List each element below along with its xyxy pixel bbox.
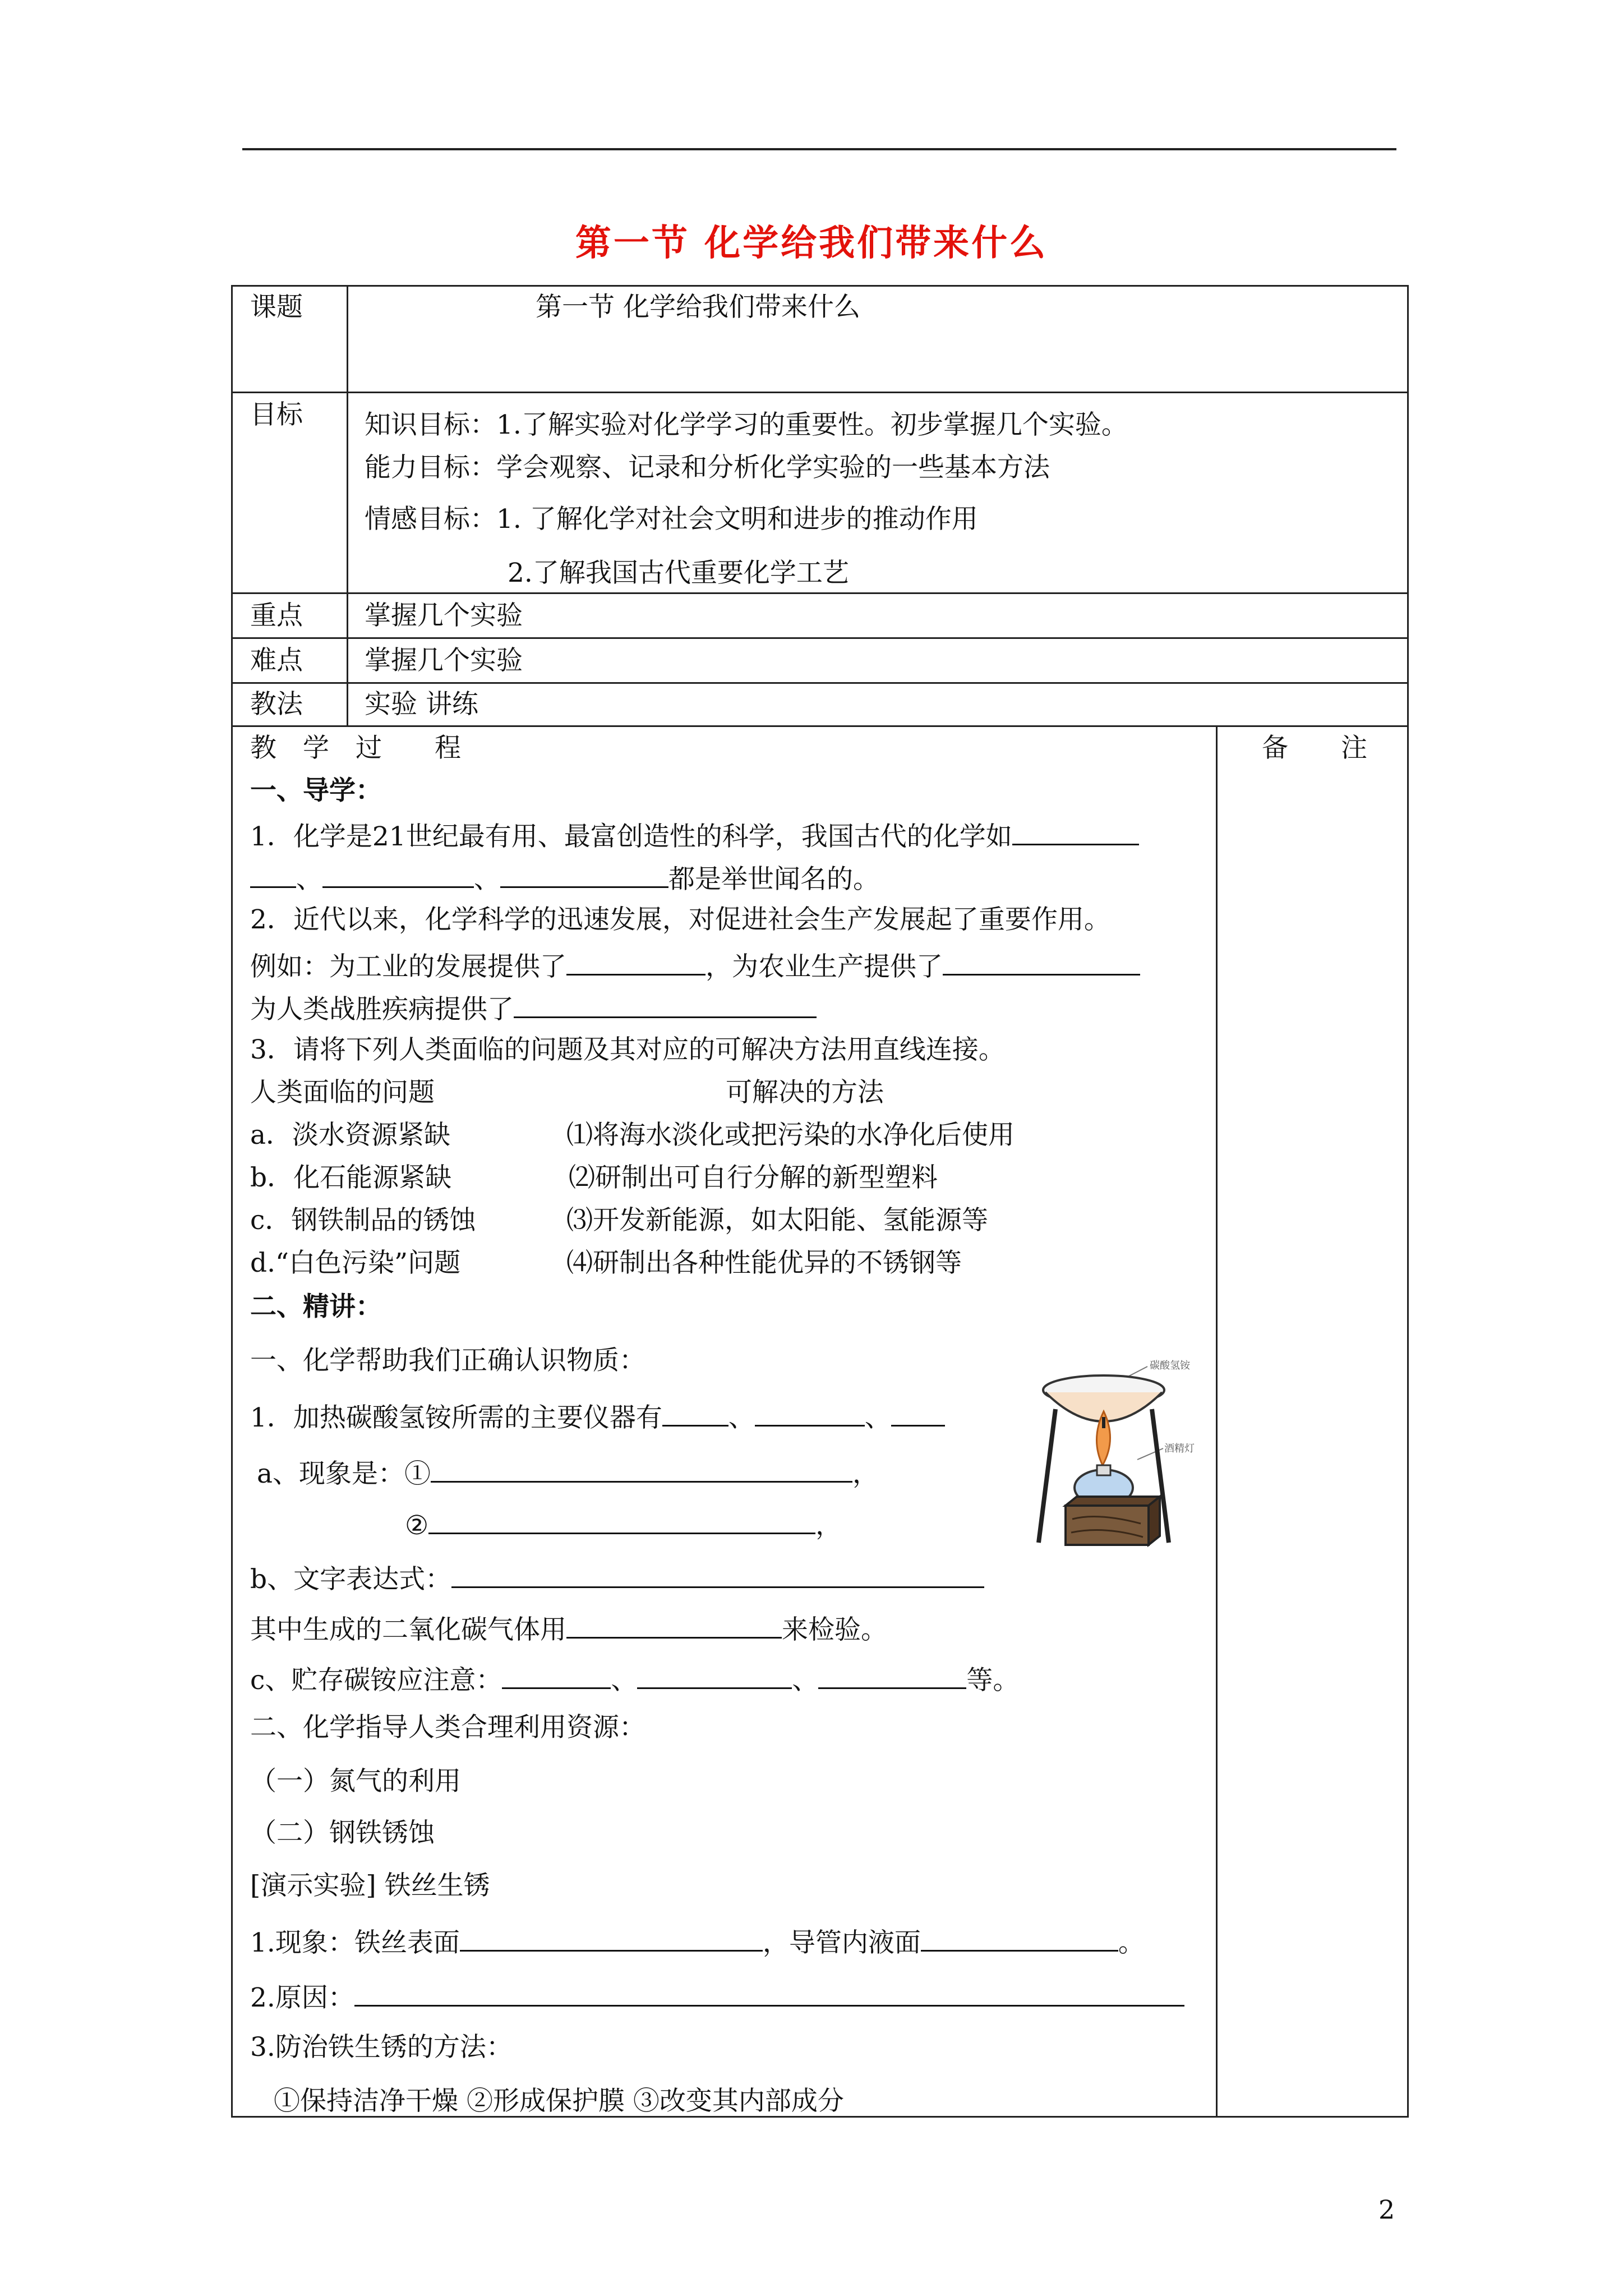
- phenomenon-marker: ②: [405, 1510, 429, 1541]
- row-line-2: [231, 592, 1409, 594]
- row-line-3: [231, 637, 1409, 639]
- answer-blank: [500, 861, 668, 888]
- question-2-line-1: 2．近代以来，化学科学的迅速发展，对促进社会生产发展起了重要作用。: [250, 904, 1110, 935]
- figure-label-top: 碳酸氢铵: [1150, 1360, 1190, 1372]
- separator-text: 、: [296, 864, 322, 895]
- focus-value: 掌握几个实验: [365, 600, 523, 631]
- answer-blank: [502, 1662, 611, 1689]
- rust-cause-line: [250, 1979, 1184, 2014]
- notes-header: 备 注: [1262, 733, 1367, 763]
- method-value: 实验 讲练: [365, 689, 478, 720]
- page-number: 2: [1378, 2194, 1395, 2225]
- topic-value: 第一节 化学给我们带来什么: [536, 292, 860, 323]
- co2-test-text-b: 来检验。: [782, 1614, 887, 1645]
- storage-line: [250, 1662, 1019, 1696]
- section-heading-lecture: 二、精讲：: [250, 1291, 382, 1322]
- rust-prevention-methods: ①保持洁净干燥 ②形成保护膜 ③改变其内部成分: [274, 2086, 844, 2116]
- problem-item: c．钢铁制品的锈蚀: [250, 1205, 476, 1236]
- answer-blank: [755, 1399, 865, 1427]
- answer-blank: [514, 991, 817, 1018]
- table-border-top: [231, 285, 1409, 287]
- question-2-line-3: [250, 991, 817, 1025]
- focus-label: 重点: [250, 600, 303, 631]
- rust-prevention-heading: 3.防治铁生锈的方法：: [250, 2032, 513, 2063]
- heating-apparatus-drawing: [1031, 1355, 1209, 1555]
- answer-blank: [354, 1979, 1184, 2007]
- question-3: 3．请将下列人类面临的问题及其对应的可解决方法用直线连接。: [250, 1034, 1005, 1065]
- answer-blank: [1012, 818, 1139, 845]
- separator-text: 、: [611, 1665, 638, 1696]
- lecture-topic-1: 一、化学帮助我们正确认识物质：: [250, 1345, 645, 1376]
- section-heading-guide: 一、导学：: [250, 775, 382, 806]
- solution-item: ⑵研制出可自行分解的新型塑料: [569, 1162, 938, 1193]
- row-line-4: [231, 682, 1409, 684]
- answer-blank: [921, 1924, 1118, 1952]
- rust-cause-text: 2.原因：: [250, 1982, 354, 2013]
- answer-blank: [460, 1924, 763, 1952]
- difficulty-value: 掌握几个实验: [365, 645, 523, 676]
- row-line-1: [231, 392, 1409, 393]
- co2-test-text-a: 其中生成的二氧化碳气体用: [250, 1614, 566, 1645]
- problem-item: d.“白色污染”问题: [250, 1248, 461, 1278]
- method-label: 教法: [250, 689, 303, 720]
- phenomenon-line-2: [405, 1507, 842, 1542]
- separator-text: 、: [728, 1402, 755, 1433]
- goals-label: 目标: [250, 399, 303, 430]
- question-2-text-b: ，为农业生产提供了: [706, 951, 943, 982]
- question-1-tail: 都是举世闻名的。: [668, 864, 879, 895]
- subtopic-nitrogen: （一）氮气的利用: [250, 1766, 461, 1797]
- answer-blank: [891, 1399, 945, 1427]
- question-1-line-2: [250, 861, 879, 895]
- row-line-5: [231, 725, 1409, 727]
- goal-knowledge: 知识目标：1.了解实验对化学学习的重要性。初步掌握几个实验。: [365, 409, 1128, 440]
- heating-apparatus-figure: [1031, 1355, 1209, 1555]
- storage-tail: 等。: [966, 1665, 1020, 1696]
- phenomenon-text: a、现象是：①: [257, 1458, 431, 1489]
- topic-label: 课题: [250, 292, 303, 323]
- co2-test-line: [250, 1611, 887, 1646]
- answer-blank: [428, 1507, 815, 1534]
- table-label-divider: [347, 285, 348, 725]
- match-column-left: 人类面临的问题: [250, 1077, 435, 1108]
- period-text: 。: [1118, 1927, 1145, 1958]
- answer-blank: [943, 948, 1140, 976]
- header-rule: [242, 148, 1396, 150]
- answer-blank: [566, 1611, 782, 1639]
- rust-phenomenon-line: [250, 1924, 1145, 1959]
- answer-blank: [637, 1662, 792, 1689]
- answer-blank: [451, 1561, 984, 1588]
- difficulty-label: 难点: [250, 645, 303, 676]
- storage-text: c、贮存碳铵应注意：: [250, 1665, 502, 1696]
- question-2-text-c: 为人类战胜疾病提供了: [250, 994, 514, 1025]
- question-2-text-a: 例如：为工业的发展提供了: [250, 951, 566, 982]
- page-title: 第一节 化学给我们带来什么: [575, 223, 1048, 264]
- answer-blank: [322, 861, 474, 888]
- table-notes-divider: [1216, 725, 1218, 2116]
- word-equation-text: b、文字表达式：: [250, 1564, 452, 1595]
- table-border-left: [231, 285, 233, 2118]
- comma-text: ，: [852, 1458, 879, 1489]
- apparatus-line: [250, 1399, 945, 1434]
- answer-blank: [818, 1662, 966, 1689]
- table-border-right: [1407, 285, 1409, 2118]
- comma-text: ，: [815, 1510, 842, 1541]
- process-header: 教 学 过 程: [250, 733, 461, 763]
- solution-item: ⑴将海水淡化或把污染的水净化后使用: [566, 1120, 1015, 1151]
- subtopic-corrosion: （二）钢铁锈蚀: [250, 1818, 435, 1848]
- problem-item: b．化石能源紧缺: [250, 1162, 452, 1193]
- separator-text: 、: [864, 1402, 891, 1433]
- question-2-line-2: [250, 948, 1140, 983]
- answer-blank: [250, 861, 296, 888]
- apparatus-text: 1．加热碳酸氢铵所需的主要仪器有: [250, 1402, 662, 1433]
- problem-item: a．淡水资源紧缺: [250, 1120, 451, 1151]
- separator-text: 、: [474, 864, 500, 895]
- figure-label-side: 酒精灯: [1164, 1443, 1195, 1455]
- demo-experiment: [演示实验] 铁丝生锈: [250, 1870, 490, 1901]
- separator-text: 、: [792, 1665, 819, 1696]
- goal-emotion-2: 2.了解我国古代重要化学工艺: [508, 558, 849, 588]
- question-1-text: 1．化学是21世纪最有用、最富创造性的科学，我国古代的化学如: [250, 821, 1012, 852]
- word-equation-line: [250, 1561, 984, 1595]
- solution-item: ⑷研制出各种性能优异的不锈钢等: [566, 1248, 962, 1278]
- solution-item: ⑶开发新能源，如太阳能、氢能源等: [566, 1205, 988, 1236]
- answer-blank: [431, 1455, 852, 1483]
- phenomenon-line-1: [257, 1455, 879, 1490]
- answer-blank: [662, 1399, 728, 1427]
- goal-emotion-1: 情感目标：1. 了解化学对社会文明和进步的推动作用: [365, 504, 978, 535]
- rust-phenomenon-text: 1.现象：铁丝表面: [250, 1927, 460, 1958]
- answer-blank: [566, 948, 706, 976]
- lecture-topic-2: 二、化学指导人类合理利用资源：: [250, 1712, 645, 1743]
- rust-phenomenon-text-b: ，导管内液面: [762, 1927, 921, 1958]
- goal-ability: 能力目标：学会观察、记录和分析化学实验的一些基本方法: [365, 452, 1050, 483]
- question-1-line-1: [250, 818, 1139, 853]
- match-column-right: 可解决的方法: [726, 1077, 884, 1108]
